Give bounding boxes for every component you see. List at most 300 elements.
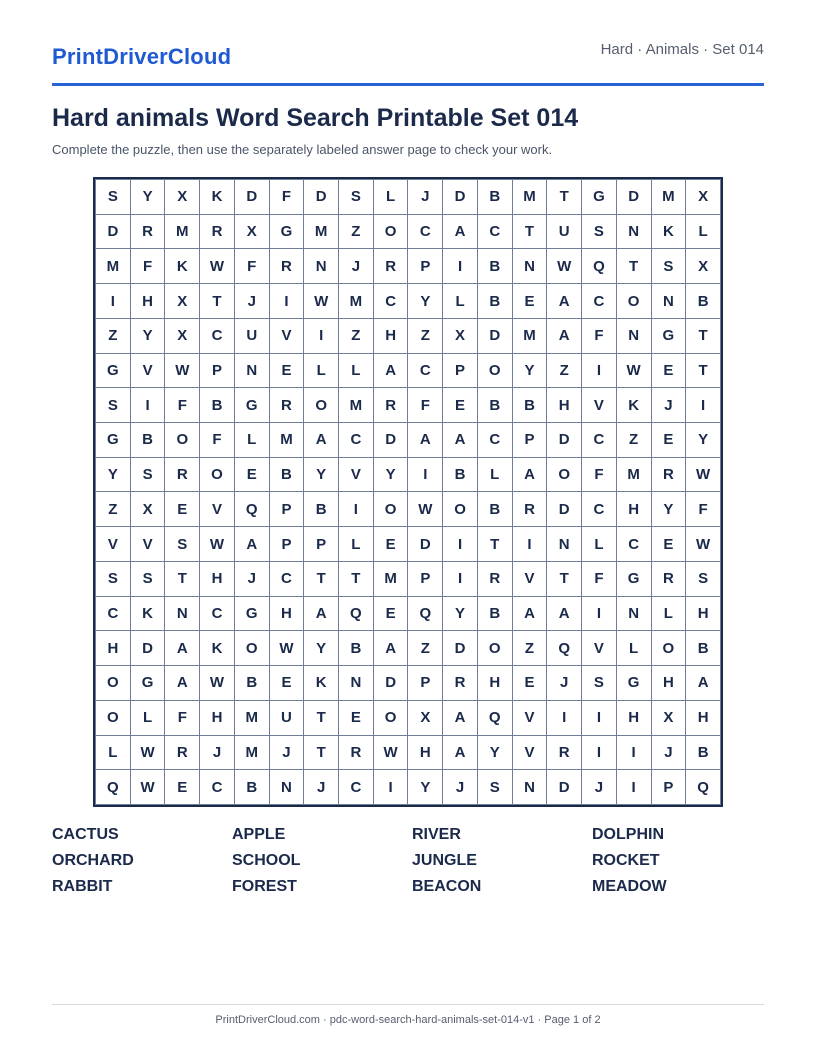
grid-cell: D <box>443 180 478 215</box>
grid-cell: B <box>477 180 512 215</box>
grid-cell: G <box>234 388 269 423</box>
grid-cell: S <box>477 770 512 805</box>
grid-cell: I <box>443 527 478 562</box>
grid-cell: Y <box>651 492 686 527</box>
grid-cell: I <box>269 284 304 319</box>
grid-cell: M <box>165 214 200 249</box>
grid-cell: E <box>373 527 408 562</box>
word-list-item: ORCHARD <box>52 852 134 869</box>
grid-cell: F <box>582 561 617 596</box>
grid-cell: Z <box>616 423 651 458</box>
grid-cell: M <box>339 284 374 319</box>
grid-cell: W <box>200 249 235 284</box>
grid-cell: O <box>616 284 651 319</box>
grid-cell: W <box>547 249 582 284</box>
grid-cell: Y <box>304 457 339 492</box>
grid-cell: C <box>408 353 443 388</box>
grid-cell: G <box>651 318 686 353</box>
grid-cell: T <box>339 561 374 596</box>
grid-cell: H <box>616 700 651 735</box>
grid-cell: V <box>512 700 547 735</box>
grid-cell: M <box>269 423 304 458</box>
grid-cell: J <box>304 770 339 805</box>
grid-cell: R <box>130 214 165 249</box>
grid-cell: T <box>616 249 651 284</box>
grid-cell: O <box>96 666 131 701</box>
grid-cell: F <box>269 180 304 215</box>
grid-cell: P <box>304 527 339 562</box>
grid-cell: F <box>165 388 200 423</box>
grid-cell: Y <box>686 423 721 458</box>
grid-cell: Y <box>130 318 165 353</box>
grid-cell: Q <box>234 492 269 527</box>
grid-cell: I <box>512 527 547 562</box>
grid-cell: L <box>582 527 617 562</box>
grid-cell: J <box>269 735 304 770</box>
grid-cell: G <box>234 596 269 631</box>
grid-cell: E <box>269 353 304 388</box>
grid-cell: A <box>165 666 200 701</box>
page-title: Hard animals Word Search Printable Set 014 <box>52 104 579 132</box>
grid-cell: U <box>269 700 304 735</box>
grid-cell: Z <box>96 492 131 527</box>
grid-cell: G <box>269 214 304 249</box>
grid-cell: K <box>616 388 651 423</box>
grid-cell: V <box>269 318 304 353</box>
grid-cell: H <box>686 700 721 735</box>
grid-cell: H <box>200 700 235 735</box>
grid-cell: R <box>269 388 304 423</box>
grid-cell: A <box>443 423 478 458</box>
grid-cell: I <box>373 770 408 805</box>
grid-cell: W <box>269 631 304 666</box>
grid-cell: A <box>512 457 547 492</box>
grid-cell: Y <box>477 735 512 770</box>
header-divider <box>52 83 764 86</box>
grid-row <box>96 284 721 319</box>
grid-cell: N <box>512 770 547 805</box>
grid-cell: B <box>234 770 269 805</box>
grid-cell: E <box>512 666 547 701</box>
word-list-item: MEADOW <box>592 878 667 895</box>
grid-cell: M <box>339 388 374 423</box>
grid-cell: K <box>200 631 235 666</box>
grid-cell: B <box>686 284 721 319</box>
grid-cell: P <box>200 353 235 388</box>
grid-row <box>96 214 721 249</box>
grid-row <box>96 318 721 353</box>
grid-cell: M <box>234 735 269 770</box>
grid-cell: I <box>582 735 617 770</box>
grid-cell: C <box>477 423 512 458</box>
grid-cell: Y <box>443 596 478 631</box>
grid-cell: H <box>477 666 512 701</box>
grid-cell: M <box>512 180 547 215</box>
grid-cell: B <box>234 666 269 701</box>
grid-cell: C <box>96 596 131 631</box>
grid-cell: W <box>130 770 165 805</box>
grid-cell: L <box>339 353 374 388</box>
grid-cell: T <box>686 318 721 353</box>
grid-cell: C <box>200 318 235 353</box>
grid-cell: E <box>339 700 374 735</box>
grid-cell: G <box>616 666 651 701</box>
grid-cell: H <box>651 666 686 701</box>
page-footer: PrintDriverCloud.com · pdc-word-search-hard-animals-set-014-v1 · Page 1 of 2 <box>215 1014 601 1026</box>
grid-cell: Z <box>408 631 443 666</box>
grid-cell: L <box>443 284 478 319</box>
grid-cell: O <box>165 423 200 458</box>
grid-cell: J <box>339 249 374 284</box>
grid-cell: I <box>443 561 478 596</box>
grid-cell: K <box>200 180 235 215</box>
grid-cell: D <box>96 214 131 249</box>
grid-cell: X <box>443 318 478 353</box>
grid-cell: Q <box>96 770 131 805</box>
grid-cell: T <box>200 284 235 319</box>
grid-cell: D <box>616 180 651 215</box>
grid-cell: E <box>651 527 686 562</box>
grid-cell: H <box>200 561 235 596</box>
grid-cell: S <box>686 561 721 596</box>
breadcrumb: Hard · Animals · Set 014 <box>600 41 764 58</box>
grid-cell: T <box>304 735 339 770</box>
grid-cell: D <box>477 318 512 353</box>
grid-cell: J <box>547 666 582 701</box>
grid-cell: C <box>408 214 443 249</box>
grid-cell: H <box>686 596 721 631</box>
grid-cell: Y <box>96 457 131 492</box>
grid-cell: P <box>408 666 443 701</box>
grid-cell: D <box>130 631 165 666</box>
grid-cell: B <box>304 492 339 527</box>
word-list-item: RABBIT <box>52 878 113 895</box>
grid-cell: V <box>200 492 235 527</box>
grid-cell: A <box>304 423 339 458</box>
grid-cell: R <box>269 249 304 284</box>
grid-cell: D <box>234 180 269 215</box>
grid-cell: N <box>269 770 304 805</box>
grid-cell: S <box>165 527 200 562</box>
grid-cell: K <box>130 596 165 631</box>
grid-cell: G <box>96 423 131 458</box>
grid-cell: V <box>582 631 617 666</box>
grid-cell: T <box>547 561 582 596</box>
grid-cell: D <box>547 423 582 458</box>
word-list <box>52 825 772 896</box>
grid-cell: H <box>130 284 165 319</box>
grid-cell: P <box>408 249 443 284</box>
grid-cell: R <box>373 249 408 284</box>
grid-cell: N <box>547 527 582 562</box>
word-search-grid <box>93 177 723 807</box>
grid-cell: W <box>200 527 235 562</box>
grid-cell: N <box>651 284 686 319</box>
grid-cell: Z <box>547 353 582 388</box>
grid-row <box>96 561 721 596</box>
grid-cell: V <box>130 527 165 562</box>
grid-cell: J <box>234 561 269 596</box>
grid-cell: S <box>130 561 165 596</box>
grid-cell: B <box>477 284 512 319</box>
grid-row <box>96 388 721 423</box>
grid-cell: I <box>96 284 131 319</box>
grid-cell: N <box>165 596 200 631</box>
grid-cell: I <box>582 353 617 388</box>
grid-cell: X <box>130 492 165 527</box>
grid-cell: X <box>165 318 200 353</box>
grid-cell: M <box>373 561 408 596</box>
grid-cell: S <box>130 457 165 492</box>
grid-cell: L <box>477 457 512 492</box>
grid-cell: O <box>200 457 235 492</box>
grid-cell: N <box>616 214 651 249</box>
grid-cell: Q <box>547 631 582 666</box>
grid-cell: V <box>130 353 165 388</box>
grid-cell: O <box>651 631 686 666</box>
grid-cell: F <box>686 492 721 527</box>
grid-row <box>96 492 721 527</box>
grid-cell: O <box>373 700 408 735</box>
grid-cell: J <box>582 770 617 805</box>
grid-cell: E <box>512 284 547 319</box>
grid-cell: L <box>651 596 686 631</box>
grid-cell: S <box>582 666 617 701</box>
grid-row <box>96 666 721 701</box>
grid-cell: J <box>651 735 686 770</box>
grid-cell: D <box>373 423 408 458</box>
word-list-item: APPLE <box>232 826 286 843</box>
grid-cell: G <box>96 353 131 388</box>
grid-cell: S <box>96 388 131 423</box>
grid-cell: B <box>512 388 547 423</box>
grid-cell: S <box>339 180 374 215</box>
grid-row <box>96 353 721 388</box>
grid-cell: F <box>165 700 200 735</box>
grid-cell: R <box>547 735 582 770</box>
word-list-item: CACTUS <box>52 826 119 843</box>
grid-cell: J <box>408 180 443 215</box>
grid-cell: A <box>547 596 582 631</box>
grid-cell: E <box>234 457 269 492</box>
grid-cell: C <box>339 423 374 458</box>
grid-cell: T <box>477 527 512 562</box>
grid-cell: F <box>130 249 165 284</box>
grid-cell: E <box>651 423 686 458</box>
grid-cell: O <box>373 492 408 527</box>
grid-cell: U <box>547 214 582 249</box>
grid-cell: C <box>269 561 304 596</box>
grid-cell: T <box>304 700 339 735</box>
grid-cell: M <box>96 249 131 284</box>
grid-cell: W <box>616 353 651 388</box>
grid-cell: B <box>130 423 165 458</box>
grid-cell: D <box>408 527 443 562</box>
grid-cell: J <box>200 735 235 770</box>
grid-cell: P <box>443 353 478 388</box>
grid-cell: Y <box>512 353 547 388</box>
grid-cell: C <box>477 214 512 249</box>
grid-cell: B <box>339 631 374 666</box>
grid-cell: E <box>443 388 478 423</box>
grid-row <box>96 770 721 805</box>
grid-cell: X <box>686 180 721 215</box>
grid-cell: E <box>165 492 200 527</box>
grid-cell: O <box>373 214 408 249</box>
grid-cell: B <box>477 249 512 284</box>
grid-cell: W <box>408 492 443 527</box>
grid-cell: G <box>582 180 617 215</box>
grid-cell: X <box>408 700 443 735</box>
grid-cell: A <box>234 527 269 562</box>
grid-cell: X <box>686 249 721 284</box>
grid-cell: B <box>443 457 478 492</box>
grid-cell: R <box>512 492 547 527</box>
grid-cell: U <box>234 318 269 353</box>
grid-cell: X <box>651 700 686 735</box>
grid-cell: C <box>616 527 651 562</box>
word-list-item: DOLPHIN <box>592 826 664 843</box>
grid-cell: E <box>269 666 304 701</box>
grid-cell: E <box>651 353 686 388</box>
grid-cell: S <box>96 180 131 215</box>
grid-cell: A <box>165 631 200 666</box>
grid-cell: R <box>373 388 408 423</box>
page-subtitle: Complete the puzzle, then use the separately labeled answer page to check your work. <box>52 142 553 157</box>
grid-cell: H <box>547 388 582 423</box>
grid-row <box>96 180 721 215</box>
grid-cell: L <box>234 423 269 458</box>
grid-cell: I <box>547 700 582 735</box>
grid-cell: V <box>339 457 374 492</box>
grid-cell: O <box>443 492 478 527</box>
grid-cell: M <box>616 457 651 492</box>
grid-cell: S <box>651 249 686 284</box>
grid-cell: M <box>651 180 686 215</box>
grid-cell: O <box>304 388 339 423</box>
grid-cell: L <box>96 735 131 770</box>
grid-cell: Z <box>339 214 374 249</box>
grid-cell: Y <box>408 284 443 319</box>
word-list-item: JUNGLE <box>412 852 477 869</box>
word-list-item: SCHOOL <box>232 852 301 869</box>
grid-cell: I <box>443 249 478 284</box>
grid-cell: R <box>651 561 686 596</box>
grid-cell: D <box>304 180 339 215</box>
grid-cell: C <box>582 492 617 527</box>
grid-cell: D <box>547 770 582 805</box>
grid-cell: L <box>686 214 721 249</box>
footer-divider <box>52 1004 764 1005</box>
grid-cell: Y <box>304 631 339 666</box>
grid-cell: L <box>616 631 651 666</box>
word-list-item: FOREST <box>232 878 297 895</box>
grid-row <box>96 700 721 735</box>
grid-cell: H <box>616 492 651 527</box>
grid-cell: I <box>582 596 617 631</box>
grid-cell: V <box>582 388 617 423</box>
grid-row <box>96 457 721 492</box>
grid-cell: G <box>616 561 651 596</box>
grid-cell: P <box>512 423 547 458</box>
grid-row <box>96 249 721 284</box>
grid-cell: L <box>373 180 408 215</box>
grid-cell: M <box>234 700 269 735</box>
grid-cell: N <box>304 249 339 284</box>
grid-row <box>96 423 721 458</box>
grid-cell: S <box>96 561 131 596</box>
grid-cell: V <box>96 527 131 562</box>
grid-cell: W <box>686 527 721 562</box>
grid-cell: L <box>304 353 339 388</box>
grid-cell: A <box>547 284 582 319</box>
grid-cell: I <box>408 457 443 492</box>
grid-cell: N <box>234 353 269 388</box>
grid-cell: I <box>616 770 651 805</box>
grid-cell: T <box>512 214 547 249</box>
grid-cell: A <box>373 353 408 388</box>
grid-cell: T <box>304 561 339 596</box>
grid-cell: W <box>304 284 339 319</box>
grid-cell: L <box>130 700 165 735</box>
grid-cell: O <box>477 353 512 388</box>
grid-cell: R <box>165 457 200 492</box>
grid-cell: B <box>477 388 512 423</box>
grid-cell: C <box>373 284 408 319</box>
grid-cell: P <box>408 561 443 596</box>
grid-cell: W <box>200 666 235 701</box>
grid-cell: A <box>443 700 478 735</box>
grid-cell: R <box>339 735 374 770</box>
grid-cell: F <box>582 318 617 353</box>
word-list-item: BEACON <box>412 878 482 895</box>
grid-cell: E <box>373 596 408 631</box>
grid-cell: T <box>686 353 721 388</box>
grid-row <box>96 631 721 666</box>
grid-cell: M <box>304 214 339 249</box>
grid-cell: B <box>477 596 512 631</box>
grid-cell: Q <box>686 770 721 805</box>
grid-cell: M <box>512 318 547 353</box>
grid-cell: I <box>130 388 165 423</box>
grid-cell: H <box>269 596 304 631</box>
grid-cell: I <box>686 388 721 423</box>
grid-cell: V <box>512 735 547 770</box>
grid-cell: H <box>408 735 443 770</box>
grid-cell: A <box>443 735 478 770</box>
grid-cell: H <box>96 631 131 666</box>
grid-cell: R <box>477 561 512 596</box>
grid-cell: Z <box>339 318 374 353</box>
grid-cell: X <box>165 284 200 319</box>
grid-cell: F <box>582 457 617 492</box>
grid-cell: Z <box>96 318 131 353</box>
grid-cell: E <box>165 770 200 805</box>
grid-cell: V <box>512 561 547 596</box>
grid-cell: O <box>234 631 269 666</box>
grid-cell: B <box>269 457 304 492</box>
grid-cell: P <box>269 527 304 562</box>
grid-cell: O <box>96 700 131 735</box>
grid-cell: F <box>200 423 235 458</box>
grid-cell: Y <box>373 457 408 492</box>
grid-cell: A <box>512 596 547 631</box>
grid-cell: G <box>130 666 165 701</box>
grid-cell: N <box>616 318 651 353</box>
brand-logo[interactable]: PrintDriverCloud <box>52 44 232 69</box>
grid-cell: F <box>408 388 443 423</box>
grid-cell: I <box>616 735 651 770</box>
